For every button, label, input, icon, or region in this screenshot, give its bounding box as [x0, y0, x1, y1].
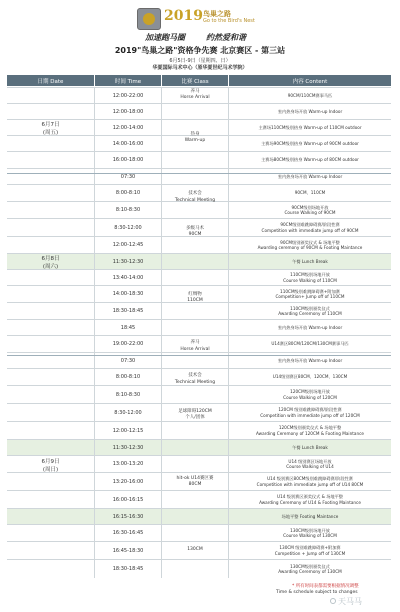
row-content	[229, 509, 391, 524]
row-time: 13:00-13:20	[112, 461, 144, 467]
class-label: 技术会	[188, 191, 202, 197]
row-content-line: 130CM级别场地开放	[290, 527, 330, 533]
row-time: 13:40-14:00	[112, 274, 144, 281]
row-content	[229, 422, 391, 439]
row-content	[229, 491, 391, 508]
row-content-line: 90CM级别颁奖仪式 & 场地平整	[280, 239, 340, 245]
column-divider	[228, 87, 229, 578]
row-time: 8:00-8:10	[115, 374, 141, 380]
class-label-en: 90CM	[188, 232, 202, 237]
row-time: 12:00-18:00	[112, 108, 144, 115]
row-content-line: Course Walking of 110CM	[283, 277, 337, 283]
logo-year: 2019	[164, 8, 203, 24]
class-label: 足球障碍120CM	[178, 408, 212, 414]
class-label: 130CM	[187, 547, 203, 553]
column-header-content: 内容 Content	[229, 75, 391, 86]
day-cell-1	[7, 87, 94, 173]
row-content	[229, 542, 391, 559]
row-content-line: 室内热身场开放 Warm-up Indoor	[277, 173, 343, 179]
row-content-line: 120CM级别颁奖仪式 & 场地平整	[278, 425, 342, 431]
row-content-line: 130CM 级别难跳障碍赛+附加赛	[279, 545, 341, 551]
watermark: 天马马	[338, 597, 362, 606]
row-content-line: Course Walking of 90CM	[284, 210, 336, 215]
class-label: 热身	[190, 131, 200, 137]
row-content-line: Competition with immediate jump off of 90CM	[261, 227, 359, 233]
row-content-line: Competition with immediate jump off of U14 80CM	[256, 481, 364, 487]
row-content-line: Awarding Ceremony of 120CM & Footing Maintance	[255, 430, 364, 436]
row-time: 07:30	[120, 173, 136, 180]
row-content	[229, 104, 391, 119]
day-date: 6月7日	[41, 122, 60, 129]
watermark-icon	[330, 598, 336, 604]
row-time: 14:00-16:00	[112, 140, 144, 147]
row-content-line: Awarding Ceremony of U14 & Footing Maintance	[259, 499, 361, 505]
day-weekday: (周五)	[42, 130, 59, 136]
row-time: 14:00-18:30	[112, 291, 144, 297]
row-content-line: 110CM级别场地开放	[290, 272, 330, 278]
row-content-line: 室内热身场开放 Warm-up Indoor	[277, 357, 343, 363]
row-content	[229, 270, 391, 285]
row-content	[229, 320, 391, 335]
day-cell-3	[7, 355, 94, 578]
row-content	[229, 473, 391, 490]
logo-subtitle: Go to the Bird's Nest	[203, 18, 255, 24]
row-content	[229, 560, 391, 578]
class-label-en: Warm-up	[184, 138, 206, 143]
class-label-en: Technical Meeting	[174, 379, 216, 385]
class-u14	[162, 455, 228, 509]
row-content	[229, 456, 391, 472]
row-content-line: Competition + Jump off of 130CM	[274, 550, 346, 556]
row-time: 16:15-16:30	[112, 513, 144, 520]
logo-title: 鸟巢之路	[203, 10, 231, 18]
class-label-en: Technical Meeting	[174, 197, 216, 203]
footer-note-cn: * 所有时间表都需要根据情况调整	[292, 584, 359, 589]
row-time: 13:20-16:00	[112, 478, 144, 485]
row-content	[229, 303, 391, 319]
row-time: 11:30-12:30	[112, 444, 144, 451]
column-header-class: 比赛 Class	[162, 75, 228, 86]
row-content	[229, 185, 391, 201]
row-content	[229, 440, 391, 455]
page-header	[0, 0, 400, 72]
class-technical-meeting-2	[162, 371, 228, 388]
row-content	[229, 202, 391, 218]
row-time: 18:30-18:45	[112, 308, 144, 314]
row-content-line: 主赛场110CM级别热身 Warm-up of 110CM outdoor	[258, 124, 362, 130]
class-horse-arrival	[162, 87, 228, 103]
row-content-line: 午餐 Lunch Break	[292, 444, 328, 450]
row-content	[229, 369, 391, 385]
row-content	[229, 169, 391, 184]
row-content-line: U14 级别赛区80CM级别难跳障碍赛/阶段性赛	[267, 476, 353, 482]
row-content	[229, 219, 391, 236]
row-content	[229, 120, 391, 135]
row-content-line: Course Walking of 130CM	[283, 533, 337, 538]
row-time: 12:00-22:00	[112, 92, 144, 99]
row-content-line: 90CM级别场地开放	[291, 204, 329, 210]
row-time: 12:00-14:00	[112, 124, 144, 131]
row-content-line: 90CM/110CM赛事马匹	[287, 92, 333, 98]
row-content	[229, 254, 391, 269]
column-header-date: 日期 Date	[7, 75, 94, 86]
day-date: 6月8日	[41, 256, 60, 263]
class-label: hit-ok U14赛区赛	[176, 475, 214, 481]
row-content	[229, 336, 391, 352]
class-130cm	[162, 523, 228, 578]
class-warmup	[162, 103, 228, 173]
row-time: 16:30-16:45	[112, 530, 144, 536]
class-90cm	[162, 206, 228, 258]
row-time: 8:10-8:30	[115, 207, 141, 213]
row-time: 11:30-12:30	[112, 258, 144, 265]
row-time: 16:00-16:15	[112, 496, 144, 503]
row-content-line: 室内热身场开放 Warm-up Indoor	[277, 324, 343, 330]
row-content-line: 120CM级别场地开放	[290, 389, 330, 395]
row-content-line: Awarding Ceremony of 130CM	[278, 569, 342, 574]
column-header-time: 时间 Time	[95, 75, 161, 86]
class-label: 养马	[190, 340, 200, 346]
row-content-line: 110CM级别难跳障碍赛+附加赛	[280, 288, 340, 294]
class-label-sub: 80CM	[188, 482, 202, 487]
event-title: 2019"鸟巢之路"资格争先赛 北京赛区 - 第三站	[114, 46, 286, 55]
row-content-line: U14级别赛区80CM、120CM、130CM	[272, 374, 348, 380]
row-content-line: 110CM级别颁奖仪式	[290, 305, 330, 311]
slogan-left: 加速跑马圈	[145, 32, 185, 42]
row-content-line: 主赛场90CM级别热身 Warm-up of 90CM outdoor	[261, 140, 359, 146]
row-content	[229, 88, 391, 103]
column-divider	[94, 87, 95, 578]
class-label: 多级马术	[186, 225, 204, 231]
row-time: 8:30-12:00	[114, 409, 142, 416]
row-time: 16:00-18:00	[112, 157, 144, 163]
class-label: 红绸物	[188, 291, 202, 297]
row-content	[229, 152, 391, 168]
class-horse-arrival-2	[162, 338, 228, 355]
class-label-en: Horse Arrival	[180, 346, 210, 352]
slogan-right: 约然爱和谐	[206, 32, 246, 42]
row-content-line: 室内热身场开放 Warm-up Indoor	[277, 108, 343, 114]
row-time: 18:45	[120, 324, 136, 331]
row-content-line: 130CM级别颁奖仪式	[290, 563, 330, 569]
row-content-line: 午餐 Lunch Break	[292, 258, 328, 264]
footer-note-en: Time & schedule subject to changes	[276, 590, 358, 595]
row-content	[229, 286, 391, 302]
row-content-line: 120CM 级别难跳障碍赛/阶段性赛	[278, 407, 342, 413]
row-content	[229, 136, 391, 151]
row-content-line: Competition with immediate jump off of 120CM	[260, 412, 360, 418]
class-label-en: Horse Arrival	[180, 95, 210, 100]
schedule-table	[7, 75, 391, 578]
row-content-line: Course Walking of U14	[286, 464, 334, 469]
row-time: 18:30-18:45	[112, 566, 144, 572]
day-weekday: (周六)	[42, 264, 59, 270]
row-content-line: U14 级别赛区场地开放	[288, 458, 332, 464]
row-content-line: 90CM、110CM	[294, 190, 326, 196]
day-weekday: (周日)	[42, 466, 59, 473]
event-venue: 华夏国际马术中心（原华夏世纪马术学院）	[152, 65, 248, 71]
class-label-en: 110CM	[187, 298, 203, 303]
event-date-range: 6月5日-9日（星期四、日）	[169, 58, 231, 64]
class-label: 养马	[190, 88, 200, 94]
row-time: 8:00-8:10	[115, 190, 141, 196]
row-content-line: 场地平整 Footing Maintance	[281, 513, 339, 519]
row-time: 07:30	[120, 357, 136, 364]
row-time: 12:00-12:15	[112, 427, 144, 434]
row-content-line: Awarding Ceremony of 110CM	[278, 311, 342, 316]
event-logo-icon	[137, 8, 161, 30]
row-content	[229, 386, 391, 403]
row-content-line: Competition+ Jump off of 110CM	[275, 294, 345, 299]
row-content-line: Awarding ceremony of 90CM & Footing Maintance	[257, 245, 363, 250]
day-date: 6月9日	[41, 458, 60, 465]
row-time: 16:45-18:30	[112, 547, 144, 554]
row-content-line: Course Walking of 120CM	[283, 394, 337, 400]
row-content-line: 主赛场80CM级别热身 Warm-up of 80CM outdoor	[261, 157, 359, 163]
row-time: 19:00-22:00	[112, 341, 144, 347]
row-content	[229, 404, 391, 421]
class-120cm	[162, 388, 228, 442]
row-time: 8:10-8:30	[115, 391, 141, 398]
row-time: 8:30-12:00	[114, 224, 142, 231]
day-separator	[7, 173, 391, 174]
row-content	[229, 237, 391, 253]
class-label-sub: 个人/团体	[185, 415, 205, 420]
row-content-line: U14 级别赛区颁奖仪式 & 场地平整	[277, 494, 343, 500]
row-content-line: U14赛区80CM/120CM/130CM赛事马匹	[271, 341, 349, 347]
row-content-line: 90CM级别难跳障碍赛/阶段性赛	[280, 222, 340, 228]
class-technical-meeting	[162, 189, 228, 206]
row-content	[229, 525, 391, 541]
class-110cm	[162, 272, 228, 324]
day-separator	[7, 355, 391, 356]
row-time: 12:00-12:45	[112, 242, 144, 248]
day-cell-2	[7, 173, 94, 355]
class-label: 技术会	[188, 373, 202, 379]
